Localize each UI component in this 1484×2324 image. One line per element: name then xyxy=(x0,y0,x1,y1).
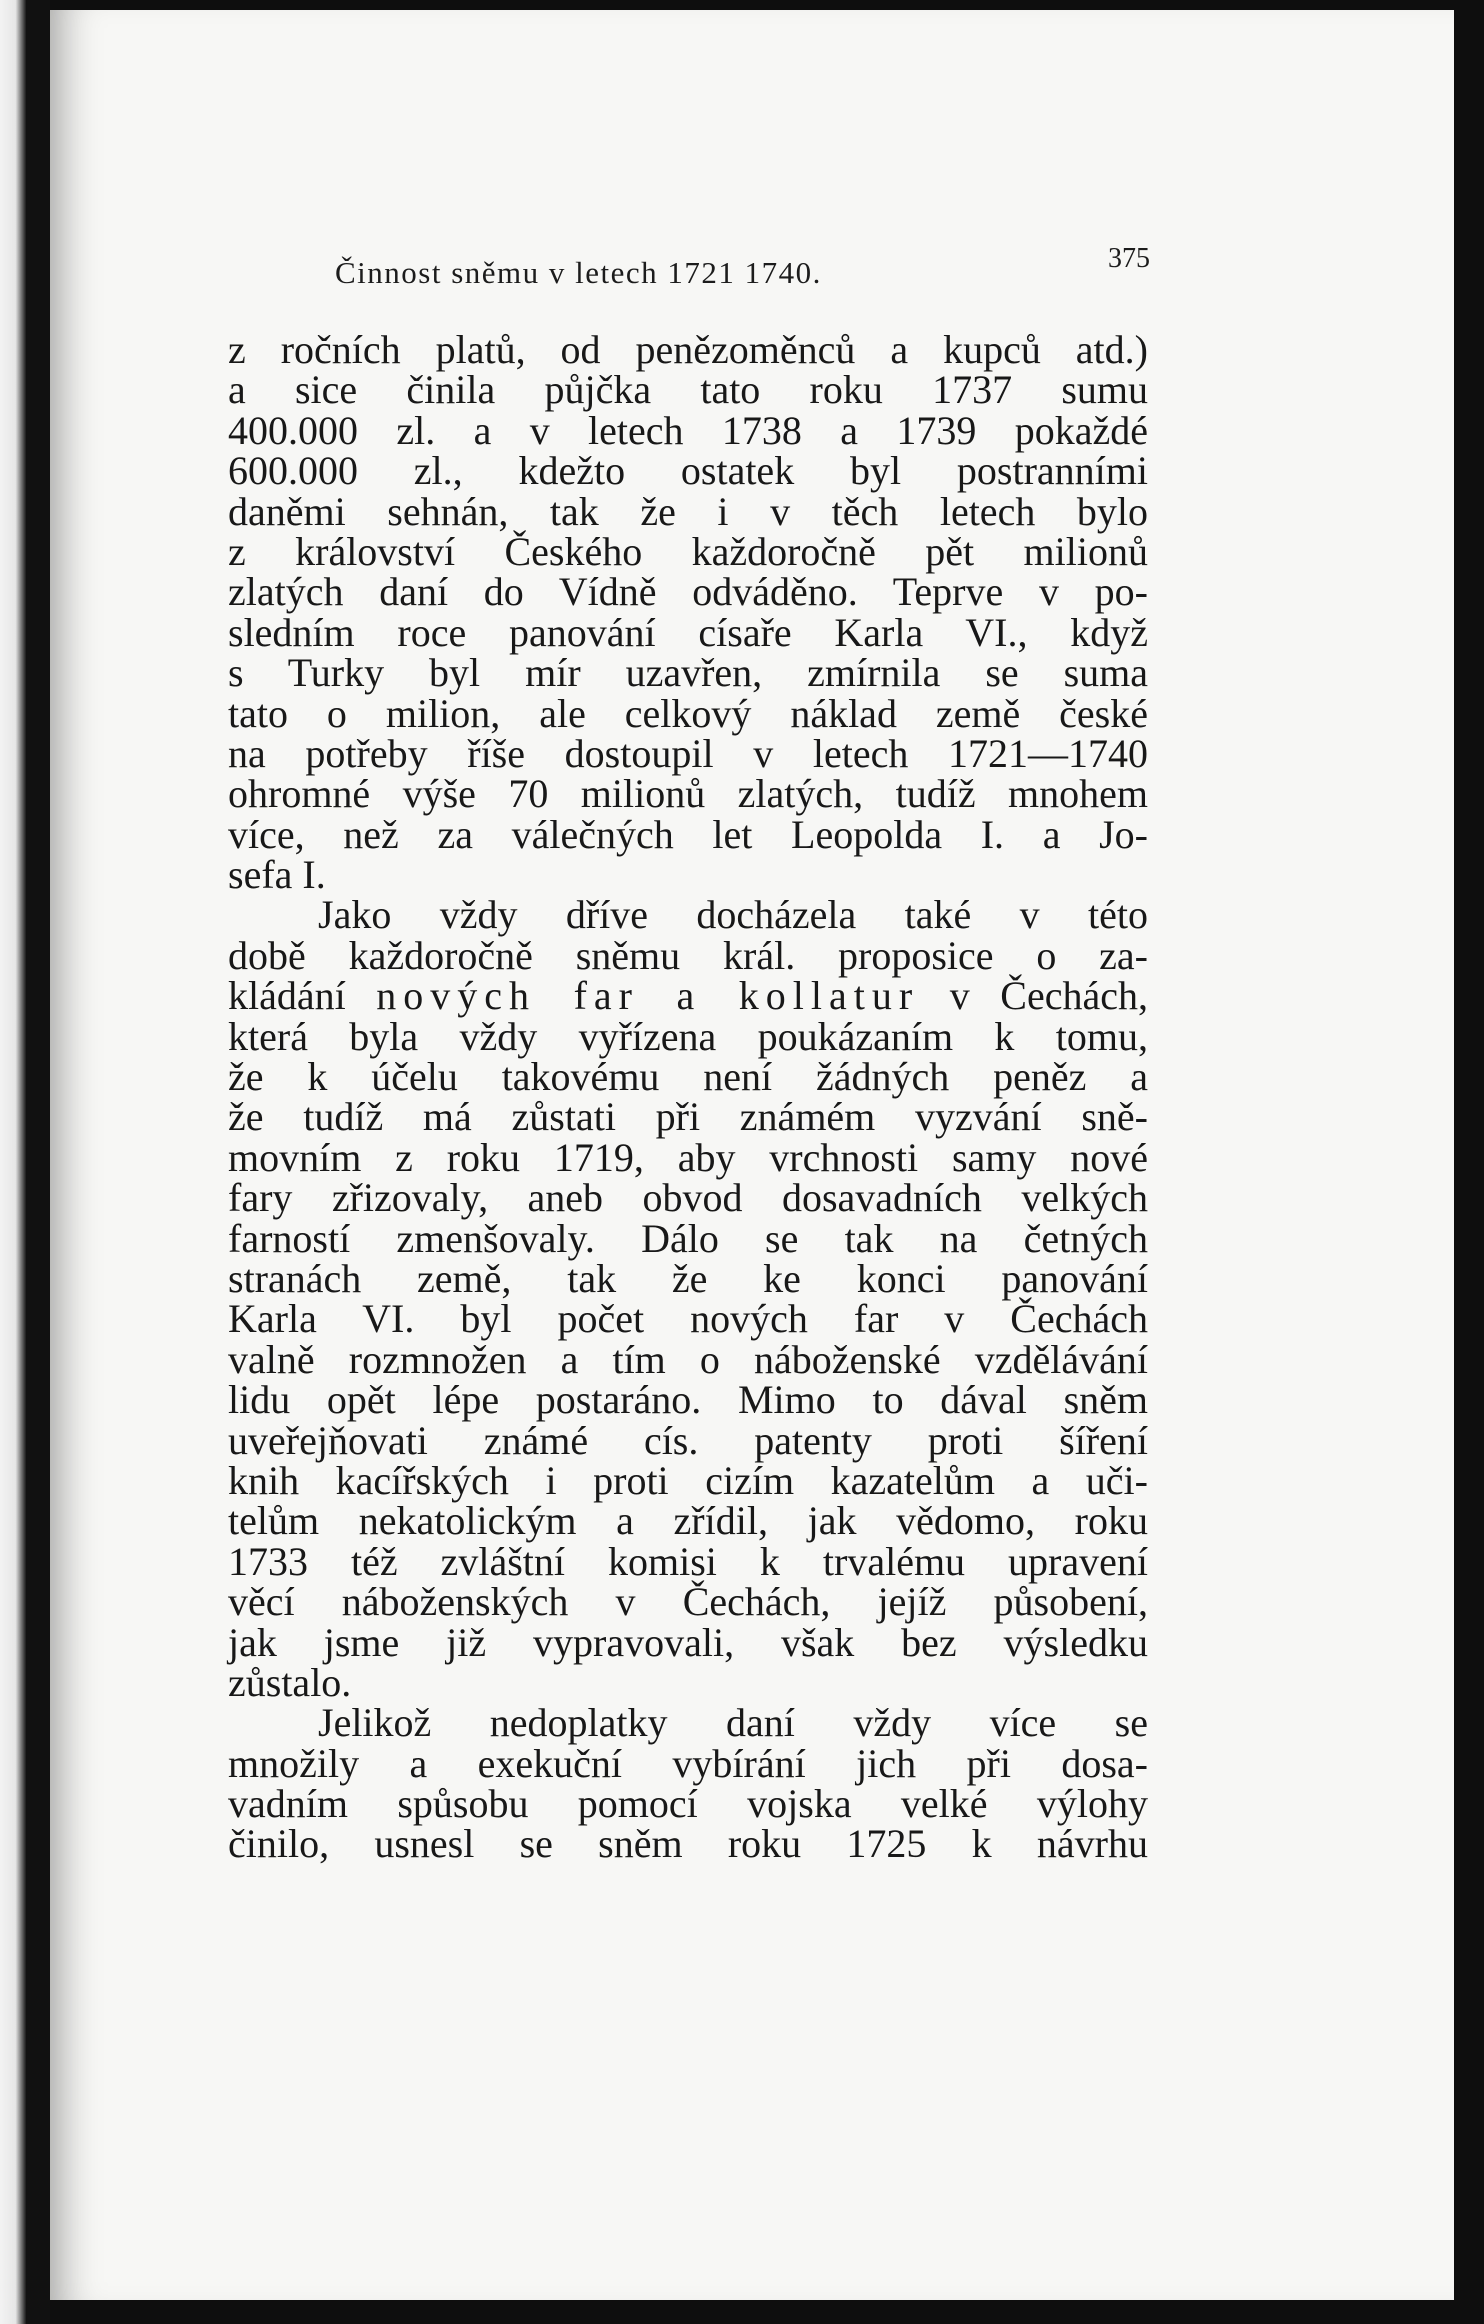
text-fragment: v Čechách, xyxy=(919,973,1148,1019)
text-line: množily a exekuční vybírání jich při dosa- xyxy=(228,1740,1148,1786)
text-line-spaced xyxy=(228,973,1148,1019)
text-line: na potřeby říše dostoupil v letech 1721—1740 xyxy=(228,730,1148,776)
text-line: uveřejňovati známé cís. patenty proti šíření xyxy=(228,1417,1148,1463)
text-line: a sice činila půjčka tato roku 1737 sumu xyxy=(228,367,1148,413)
page-number: 375 xyxy=(1108,243,1150,274)
text-line: která byla vždy vyřízena poukázaním k tomu, xyxy=(228,1013,1148,1059)
text-line: sefa I. xyxy=(228,852,326,898)
text-line: tato o milion, ale celkový náklad země české xyxy=(228,690,1148,736)
text-line: zlatých daní do Vídně odváděno. Teprve v po- xyxy=(228,569,1148,615)
text-line: zůstalo. xyxy=(228,1659,352,1705)
text-line: více, než za válečných let Leopolda I. a Jo- xyxy=(228,811,1148,857)
scan-border xyxy=(1454,0,1484,2324)
text-line: daněmi sehnán, tak že i v těch letech bylo xyxy=(228,488,1148,534)
paragraph-1 xyxy=(228,327,1148,898)
text-line: činilo, usnesl se sněm roku 1725 k návrhu xyxy=(228,1821,1148,1867)
text-line: 400.000 zl. a v letech 1738 a 1739 pokaždé xyxy=(228,407,1148,453)
facing-page-edge xyxy=(0,0,26,2324)
header-title: Činnost sněmu v letech 1721 1740. xyxy=(335,255,822,290)
text-line: s Turky byl mír uzavřen, zmírnila se suma xyxy=(228,650,1148,696)
text-line: farností zmenšovaly. Dálo se tak na četných xyxy=(228,1215,1148,1261)
text-line: době každoročně sněmu král. proposice o za- xyxy=(228,932,1148,978)
text-line: telům nekatolickým a zřídil, jak vědomo, roku xyxy=(228,1498,1148,1544)
text-line: valně rozmnožen a tím o náboženské vzdělávání xyxy=(228,1336,1148,1382)
text-line: Jako vždy dříve docházela také v této xyxy=(318,892,1148,938)
text-line: z království Českého každoročně pět milionů xyxy=(228,528,1148,574)
text-line: movním z roku 1719, aby vrchnosti samy nové xyxy=(228,1134,1148,1180)
spaced-emphasis: nových far a kollatur xyxy=(376,973,920,1019)
paragraph-2 xyxy=(228,892,1148,1705)
text-line: lidu opět lépe postaráno. Mimo to dával sněm xyxy=(228,1377,1148,1423)
text-line: ohromné výše 70 milionů zlatých, tudíž mnohem xyxy=(228,771,1148,817)
text-line: 600.000 zl., kdežto ostatek byl postranními xyxy=(228,448,1148,494)
running-header xyxy=(335,243,1150,295)
body-text xyxy=(228,327,1148,1867)
text-line: Karla VI. byl počet nových far v Čechách xyxy=(228,1296,1148,1342)
paragraph-3 xyxy=(228,1700,1148,1867)
text-line: věcí náboženských v Čechách, jejíž působení, xyxy=(228,1579,1148,1625)
book-gutter xyxy=(26,0,50,2324)
text-line: 1733 též zvláštní komisi k trvalému upravení xyxy=(228,1538,1148,1584)
text-line: stranách země, tak že ke konci panování xyxy=(228,1255,1148,1301)
text-line: fary zřizovaly, aneb obvod dosavadních velkých xyxy=(228,1175,1148,1221)
text-line: že k účelu takovému není žádných peněz a xyxy=(228,1054,1148,1100)
text-line: knih kacířských i proti cizím kazatelům a uči- xyxy=(228,1457,1148,1503)
text-fragment: kládání xyxy=(228,973,377,1019)
text-line: sledním roce panování císaře Karla VI., když xyxy=(228,609,1148,655)
text-line: jak jsme již vypravovali, však bez výsledku xyxy=(228,1619,1148,1665)
text-line: vadním spůsobu pomocí vojska velké výlohy xyxy=(228,1781,1148,1827)
text-line: z ročních platů, od penězoměnců a kupců atd.) xyxy=(228,327,1148,372)
text-line: Jelikož nedoplatky daní vždy více se xyxy=(318,1700,1148,1746)
text-line: že tudíž má zůstati při známém vyzvání sně- xyxy=(228,1094,1148,1140)
